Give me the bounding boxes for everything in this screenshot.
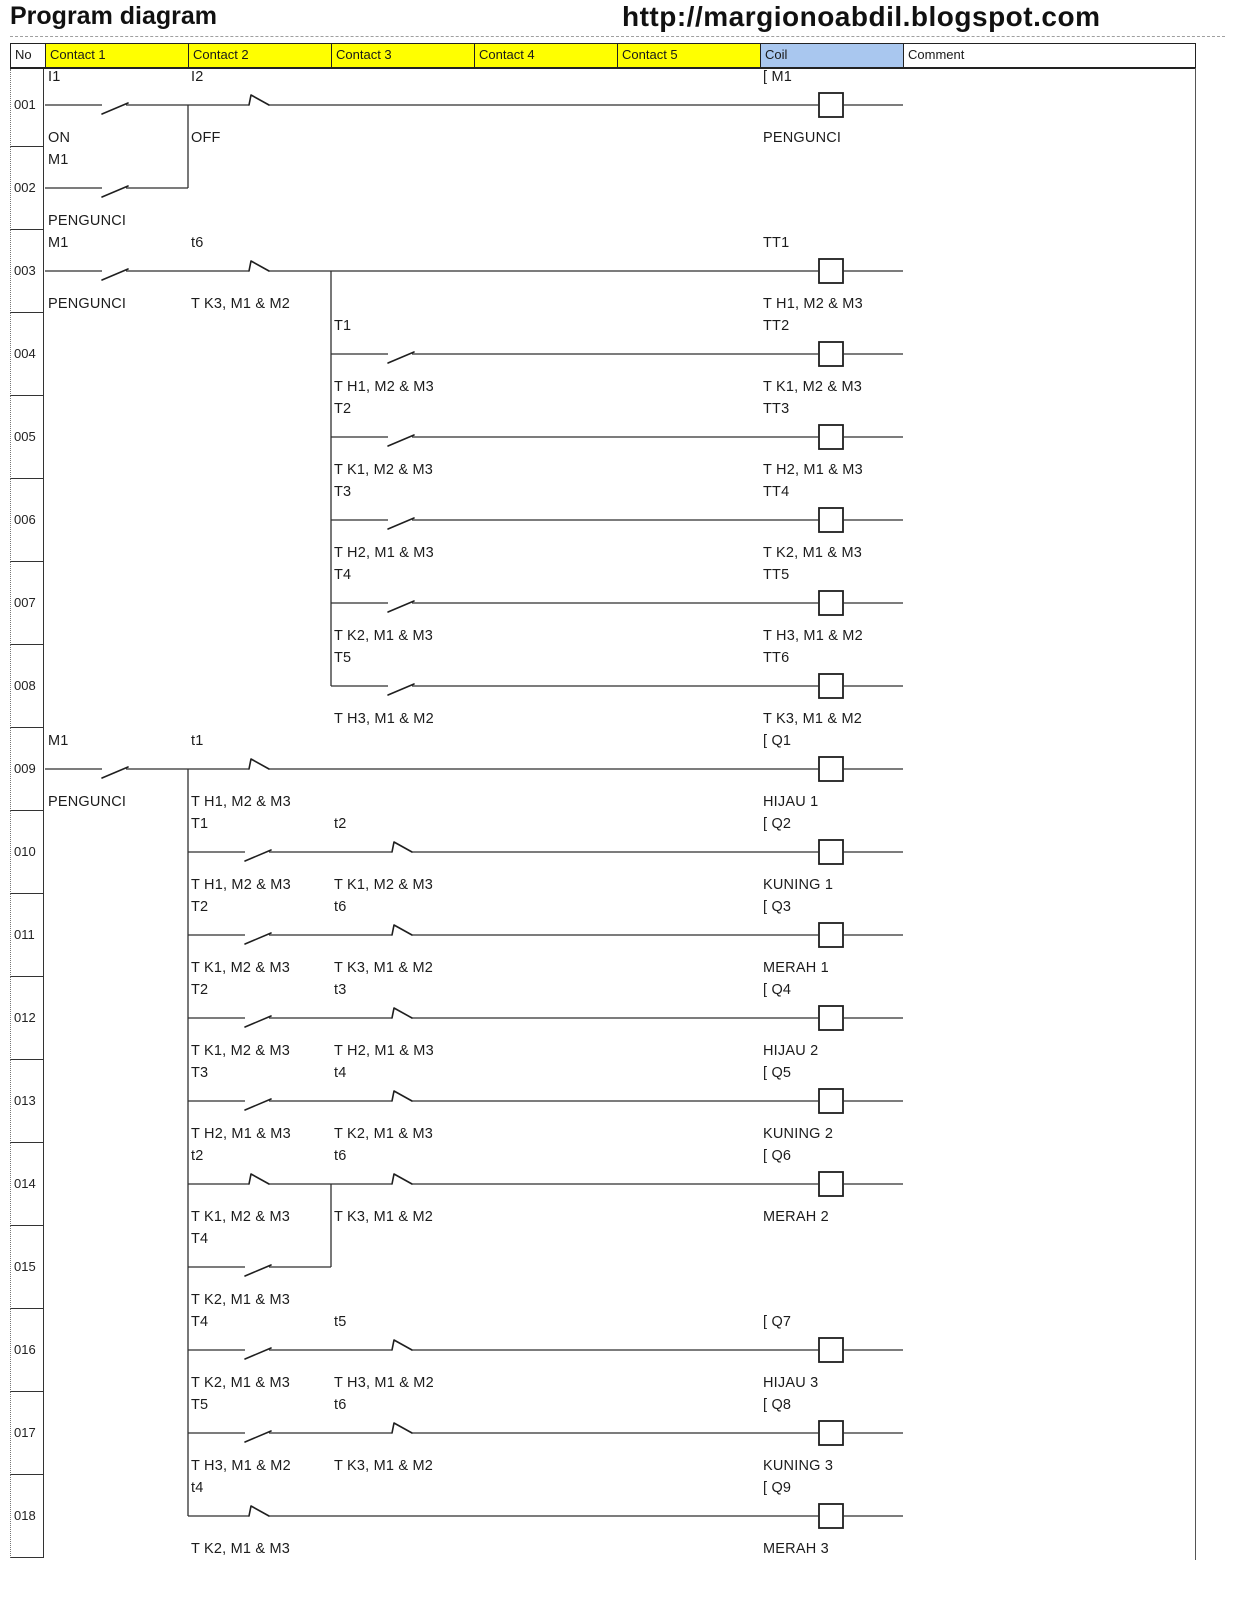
contact-operand-label: T2 xyxy=(191,982,209,998)
contact-operand-label: t2 xyxy=(191,1148,204,1164)
row-number: 017 xyxy=(14,1425,36,1440)
row-number: 009 xyxy=(14,761,36,776)
contact-description-label: T K2, M1 & M3 xyxy=(334,628,434,644)
coil-description-label: T K1, M2 & M3 xyxy=(763,379,863,395)
coil-operand-label: [ Q6 xyxy=(763,1148,792,1164)
contact-operand-label: M1 xyxy=(48,235,69,251)
coil-description-label: MERAH 3 xyxy=(763,1541,829,1557)
contact-description-label: T K1, M2 & M3 xyxy=(334,877,434,893)
contact-description-label: T H2, M1 & M3 xyxy=(334,1043,434,1059)
coil-description-label: T H1, M2 & M3 xyxy=(763,296,863,312)
coil-operand-label: [ Q7 xyxy=(763,1314,792,1330)
contact-operand-label: T5 xyxy=(334,650,352,666)
coil-operand-label: TT1 xyxy=(763,235,790,251)
contact-operand-label: T1 xyxy=(191,816,209,832)
contact-operand-label: T2 xyxy=(334,401,352,417)
page-title: Program diagram xyxy=(10,2,218,30)
coil-operand-label: [ Q3 xyxy=(763,899,792,915)
coil-description-label: T K2, M1 & M3 xyxy=(763,545,863,561)
contact-operand-label: T3 xyxy=(191,1065,209,1081)
coil-operand-label: [ M1 xyxy=(763,69,792,85)
contact-description-label: T H2, M1 & M3 xyxy=(191,1126,291,1142)
row-number: 015 xyxy=(14,1259,36,1274)
coil-operand-label: TT6 xyxy=(763,650,790,666)
coil-description-label: HIJAU 2 xyxy=(763,1043,819,1059)
coil-operand-label: [ Q1 xyxy=(763,733,792,749)
coil-operand-label: [ Q9 xyxy=(763,1480,792,1496)
row-number: 011 xyxy=(14,927,35,942)
header-comment: Comment xyxy=(904,44,1195,67)
header-contact-3: Contact 3 xyxy=(332,44,475,67)
header-contact-4: Contact 4 xyxy=(475,44,618,67)
row-number: 012 xyxy=(14,1010,36,1025)
row-number: 005 xyxy=(14,429,36,444)
header-contact-2: Contact 2 xyxy=(189,44,332,67)
contact-description-label: T K2, M1 & M3 xyxy=(191,1375,291,1391)
header-contact-1: Contact 1 xyxy=(46,44,189,67)
coil-description-label: T H3, M1 & M2 xyxy=(763,628,863,644)
coil-operand-label: [ Q2 xyxy=(763,816,792,832)
contact-operand-label: t6 xyxy=(334,899,347,915)
contact-description-label: T K2, M1 & M3 xyxy=(191,1541,291,1557)
contact-description-label: ON xyxy=(48,130,71,146)
contact-description-label: PENGUNCI xyxy=(48,213,127,229)
contact-operand-label: t4 xyxy=(334,1065,347,1081)
row-number: 018 xyxy=(14,1508,36,1523)
contact-description-label: T K2, M1 & M3 xyxy=(334,1126,434,1142)
coil-description-label: KUNING 2 xyxy=(763,1126,834,1142)
contact-description-label: T K3, M1 & M2 xyxy=(334,960,434,976)
contact-description-label: T H1, M2 & M3 xyxy=(191,794,291,810)
contact-operand-label: t2 xyxy=(334,816,347,832)
contact-operand-label: t4 xyxy=(191,1480,204,1496)
coil-description-label: KUNING 1 xyxy=(763,877,834,893)
contact-description-label: T H3, M1 & M2 xyxy=(334,711,434,727)
coil-operand-label: [ Q4 xyxy=(763,982,792,998)
row-number: 007 xyxy=(14,595,36,610)
row-number: 003 xyxy=(14,263,36,278)
coil-description-label: MERAH 1 xyxy=(763,960,829,976)
coil-operand-label: TT4 xyxy=(763,484,790,500)
coil-description-label: MERAH 2 xyxy=(763,1209,829,1225)
contact-operand-label: t6 xyxy=(191,235,204,251)
contact-description-label: T K3, M1 & M2 xyxy=(334,1458,434,1474)
contact-operand-label: T5 xyxy=(191,1397,209,1413)
contact-operand-label: t6 xyxy=(334,1148,347,1164)
contact-operand-label: T4 xyxy=(334,567,352,583)
contact-operand-label: T1 xyxy=(334,318,352,334)
coil-operand-label: TT3 xyxy=(763,401,790,417)
contact-operand-label: I2 xyxy=(191,69,204,85)
contact-operand-label: T3 xyxy=(334,484,352,500)
contact-description-label: T K3, M1 & M2 xyxy=(334,1209,434,1225)
contact-operand-label: T4 xyxy=(191,1314,209,1330)
row-number: 001 xyxy=(14,97,36,112)
row-number: 006 xyxy=(14,512,36,527)
contact-operand-label: M1 xyxy=(48,733,69,749)
contact-description-label: T K1, M2 & M3 xyxy=(191,960,291,976)
coil-description-label: T H2, M1 & M3 xyxy=(763,462,863,478)
contact-operand-label: t3 xyxy=(334,982,347,998)
contact-description-label: T K1, M2 & M3 xyxy=(191,1043,291,1059)
source-url: http://margionoabdil.blogspot.com xyxy=(622,1,1101,32)
contact-operand-label: I1 xyxy=(48,69,61,85)
contact-description-label: T H3, M1 & M2 xyxy=(191,1458,291,1474)
row-number: 008 xyxy=(14,678,36,693)
contact-description-label: T K3, M1 & M2 xyxy=(191,296,291,312)
contact-operand-label: T2 xyxy=(191,899,209,915)
contact-description-label: T H1, M2 & M3 xyxy=(334,379,434,395)
contact-description-label: OFF xyxy=(191,130,221,146)
coil-operand-label: [ Q5 xyxy=(763,1065,792,1081)
header-coil: Coil xyxy=(761,44,904,67)
header-no: No xyxy=(11,44,46,67)
coil-description-label: PENGUNCI xyxy=(763,130,842,146)
contact-description-label: T H1, M2 & M3 xyxy=(191,877,291,893)
contact-operand-label: t6 xyxy=(334,1397,347,1413)
contact-description-label: T K1, M2 & M3 xyxy=(334,462,434,478)
coil-description-label: HIJAU 3 xyxy=(763,1375,819,1391)
row-number: 010 xyxy=(14,844,36,859)
row-number: 002 xyxy=(14,180,36,195)
row-number: 004 xyxy=(14,346,36,361)
coil-description-label: T K3, M1 & M2 xyxy=(763,711,863,727)
contact-description-label: T H3, M1 & M2 xyxy=(334,1375,434,1391)
row-number: 016 xyxy=(14,1342,36,1357)
contact-description-label: PENGUNCI xyxy=(48,296,127,312)
contact-operand-label: T4 xyxy=(191,1231,209,1247)
row-number: 014 xyxy=(14,1176,36,1191)
contact-description-label: PENGUNCI xyxy=(48,794,127,810)
coil-operand-label: TT5 xyxy=(763,567,790,583)
coil-description-label: HIJAU 1 xyxy=(763,794,819,810)
coil-description-label: KUNING 3 xyxy=(763,1458,834,1474)
coil-operand-label: [ Q8 xyxy=(763,1397,792,1413)
contact-operand-label: t1 xyxy=(191,733,204,749)
contact-description-label: T K2, M1 & M3 xyxy=(191,1292,291,1308)
row-number: 013 xyxy=(14,1093,36,1108)
header-contact-5: Contact 5 xyxy=(618,44,761,67)
coil-operand-label: TT2 xyxy=(763,318,790,334)
contact-description-label: T K1, M2 & M3 xyxy=(191,1209,291,1225)
contact-operand-label: M1 xyxy=(48,152,69,168)
contact-description-label: T H2, M1 & M3 xyxy=(334,545,434,561)
contact-operand-label: t5 xyxy=(334,1314,347,1330)
